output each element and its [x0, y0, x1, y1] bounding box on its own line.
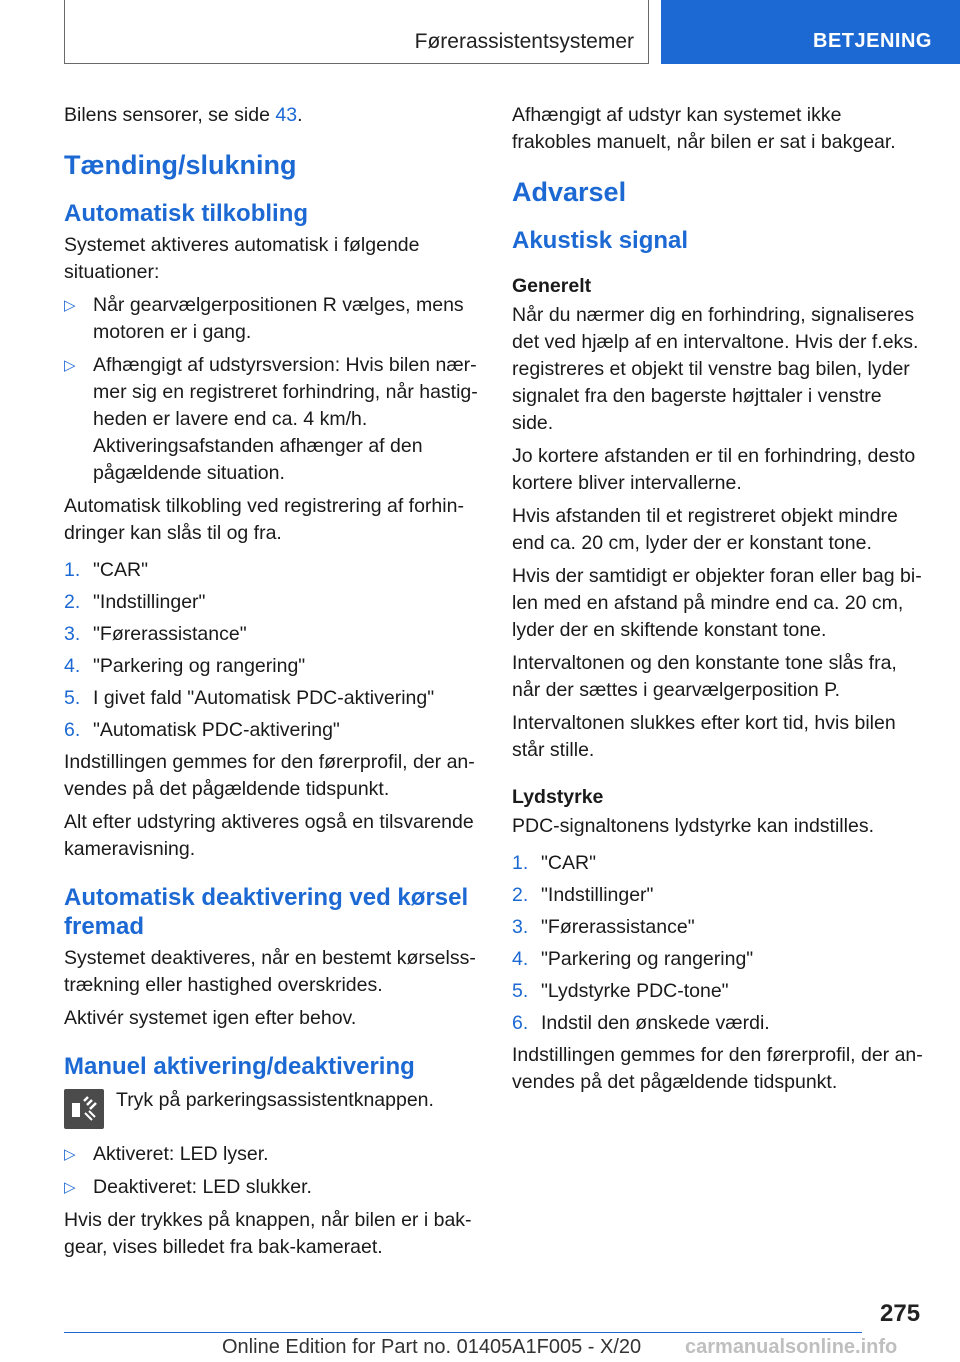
header-title: Førerassistentsystemer: [414, 30, 634, 53]
triangle-bullet-icon: ▷: [64, 297, 76, 314]
triangle-bullet-icon: ▷: [64, 1179, 76, 1196]
paragraph: Aktivér systemet igen efter behov.: [64, 1007, 357, 1029]
paragraph: Afhængigt af udstyr kan systemet ikke frakobles manuelt, når bilen er sat i bakgear.: [512, 104, 896, 153]
icon-row: [64, 1087, 479, 1131]
step-item: 2. "Indstillinger": [512, 884, 654, 906]
heading-taending: Tænding/slukning: [64, 150, 297, 180]
step-item: 6. Indstil den ønskede værdi.: [512, 1012, 770, 1034]
heading-auto-deaktivering: Automatisk deaktivering ved kørsel fremad: [64, 884, 469, 940]
step-item: 4. "Parkering og rangering": [512, 948, 754, 970]
paragraph: Hvis afstanden til et registreret objekt mindre end ca. 20 cm, lyder der er konstant tone.: [512, 505, 898, 554]
parking-assist-button-icon: [64, 1089, 104, 1129]
step-item: 3. "Førerassistance": [512, 916, 695, 938]
paragraph: Systemet deaktiveres, når en bestemt kørselsstrækning eller hastighed overskrides.: [64, 947, 476, 996]
step-item: 4. "Parkering og rangering": [64, 655, 306, 677]
paragraph: Automatisk tilkobling ved registrering af forhindringer kan slås til og fra.: [64, 495, 464, 544]
footer-edition: Online Edition for Part no. 01405A1F005 - X/20: [222, 1336, 642, 1358]
bullet-item: ▷ Når gearvælgerpositionen R vælges, mens motoren er i gang.: [64, 294, 464, 343]
paragraph: PDC-signaltonens lydstyrke kan indstilles.: [512, 815, 874, 837]
footer-watermark: carmanualsonline.info: [685, 1336, 898, 1358]
paragraph: Indstillingen gemmes for den førerprofil, der anvendes på det pågældende tidspunkt.: [64, 751, 475, 800]
left-column: [64, 102, 479, 1267]
heading-manuel: Manuel aktivering/deaktivering: [64, 1053, 415, 1080]
step-item: 3. "Førerassistance": [64, 623, 247, 645]
page-number: 275: [880, 1300, 921, 1327]
subheading-lydstyrke: Lydstyrke: [512, 786, 604, 808]
right-column: [512, 102, 924, 1102]
bullet-item: ▷ Deaktiveret: LED slukker.: [64, 1174, 479, 1201]
triangle-bullet-icon: ▷: [64, 1146, 76, 1163]
paragraph: Intervaltonen slukkes efter kort tid, hvis bilen står stille.: [512, 712, 896, 761]
header-section: BETJENING: [813, 30, 932, 52]
step-item: 6. "Automatisk PDC-aktivering": [64, 719, 340, 741]
paragraph: Alt efter udstyring aktiveres også en tilsvarende kameravisning.: [64, 811, 474, 860]
header-section-tab: [661, 0, 960, 64]
heading-advarsel: Advarsel: [512, 177, 627, 207]
step-item: 2. "Indstillinger": [64, 591, 206, 613]
paragraph: Hvis der trykkes på knappen, når bilen er i bakgear, vises billedet fra bak-kameraet.: [64, 1209, 472, 1258]
paragraph: Systemet aktiveres automatisk i følgende situationer:: [64, 234, 420, 283]
step-item: 5. "Lydstyrke PDC-tone": [512, 980, 729, 1002]
step-item: 5. I givet fald "Automatisk PDC-aktivering": [64, 687, 435, 709]
subheading-generelt: Generelt: [512, 275, 592, 297]
paragraph: Når du nærmer dig en forhindring, signaliseres det ved hjælp af en intervaltone. Hvis der f.eks. registreres et objekt til venstre bag bilen, lyder signalet fra den bagerste højttaler i venstre side.: [512, 304, 919, 434]
header-title-box: [64, 0, 649, 64]
heading-auto-tilkobling: Automatisk tilkobling: [64, 200, 309, 227]
page-link[interactable]: 43: [275, 104, 298, 126]
icon-text: Tryk på parkeringsassistentknappen.: [116, 1089, 434, 1111]
paragraph: Hvis der samtidigt er objekter foran eller bag bilen med en afstand på mindre end ca. 20 cm, lyder der en skiftende konstant tone.: [512, 565, 922, 641]
step-item: 1. "CAR": [64, 559, 149, 581]
paragraph: Intervaltonen og den konstante tone slås fra, når der sættes i gearvælgerposition P.: [512, 652, 897, 701]
intro-paragraph: Bilens sensorer, se side 43.: [64, 104, 303, 126]
paragraph: Jo kortere afstanden er til en forhindring, desto kortere bliver intervallerne.: [512, 445, 916, 494]
triangle-bullet-icon: ▷: [64, 357, 76, 374]
step-item: 1. "CAR": [512, 852, 597, 874]
bullet-item: ▷ Aktiveret: LED lyser.: [64, 1141, 479, 1168]
paragraph: Indstillingen gemmes for den førerprofil, der anvendes på det pågældende tidspunkt.: [512, 1044, 923, 1093]
bullet-item: ▷ Afhængigt af udstyrsversion: Hvis bilen nærmer sig en registreret forhindring, når hastigheden er lavere end ca. 4 km/h. Aktiveringsafstanden afhænger af den pågældende situation.: [64, 354, 478, 484]
heading-akustisk-signal: Akustisk signal: [512, 227, 689, 254]
footer-divider: [64, 1332, 862, 1333]
